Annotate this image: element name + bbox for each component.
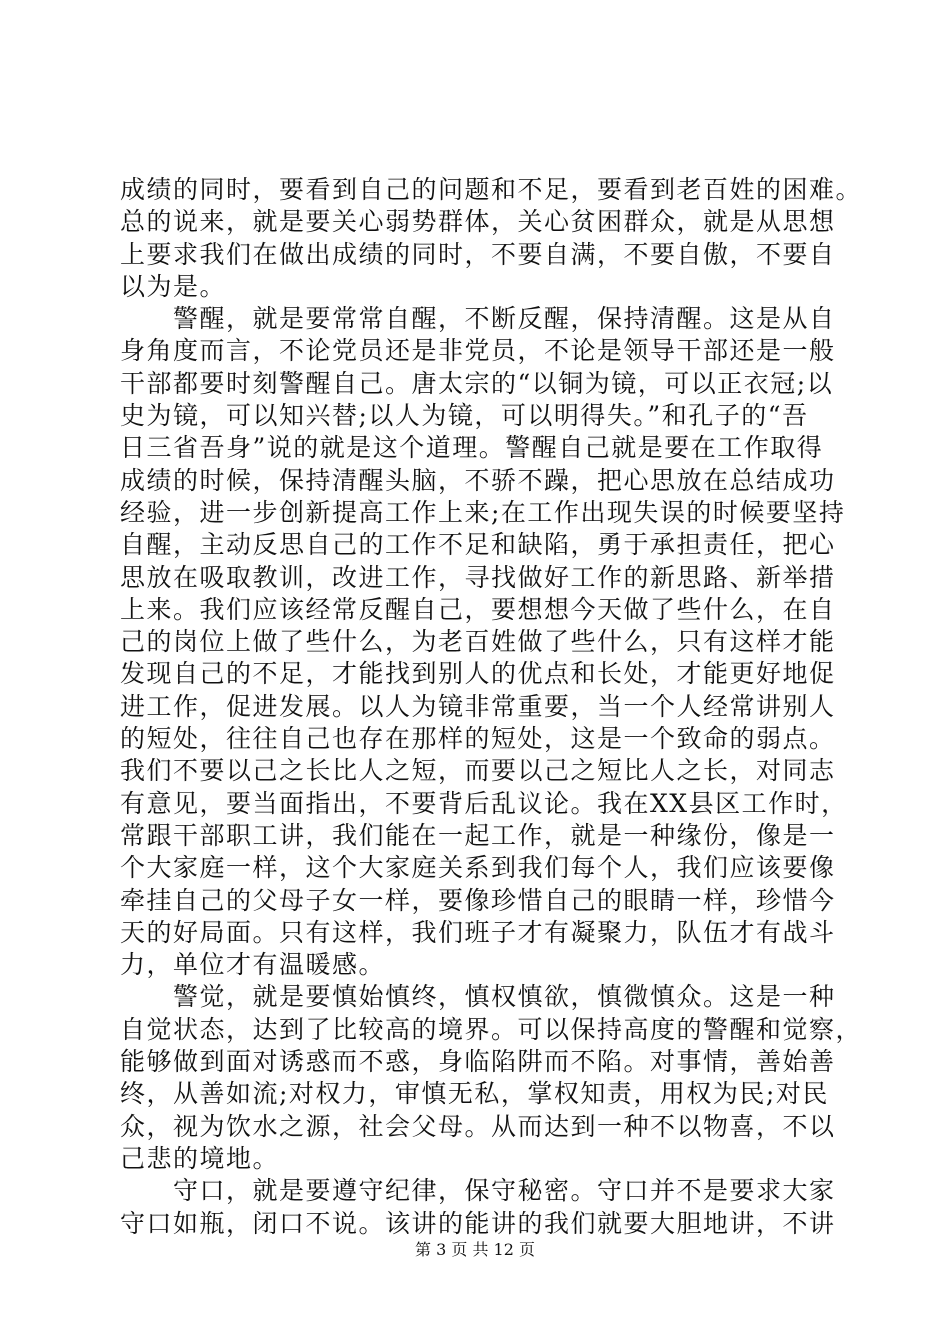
text-line: 经验，进一步创新提高工作上来;在工作出现失误的时候要坚持 <box>120 497 846 527</box>
text-line: 干部都要时刻警醒自己。唐太宗的“以铜为镜，可以正衣冠;以 <box>120 368 834 398</box>
text-line: 能够做到面对诱惑而不惑，身临陷阱而不陷。对事情，善始善 <box>120 1047 836 1077</box>
text-line: 警醒，就是要常常自醒，不断反醒，保持清醒。这是从自 <box>120 304 836 334</box>
text-line: 牵挂自己的父母子女一样，要像珍惜自己的眼睛一样，珍惜今 <box>120 885 836 915</box>
text-line: 守口如瓶，闭口不说。该讲的能讲的我们就要大胆地讲，不讲 <box>120 1208 836 1238</box>
text-line: 日三省吾身”说的就是这个道理。警醒自己就是要在工作取得 <box>120 433 824 463</box>
text-line: 自醒，主动反思自己的工作不足和缺陷，勇于承担责任，把心 <box>120 530 836 560</box>
text-line: 发现自己的不足，才能找到别人的优点和长处，才能更好地促 <box>120 659 836 689</box>
text-line: 上要求我们在做出成绩的同时，不要自满，不要自傲，不要自 <box>120 239 836 269</box>
text-line: 总的说来，就是要关心弱势群体，关心贫困群众，就是从思想 <box>120 207 836 237</box>
text-line: 常跟干部职工讲，我们能在一起工作，就是一种缘份，像是一 <box>120 820 836 850</box>
text-line: 有意见，要当面指出，不要背后乱议论。我在XX县区工作时， <box>120 788 848 818</box>
text-line: 史为镜，可以知兴替;以人为镜，可以明得失。”和孔子的“吾 <box>120 401 809 431</box>
text-line: 警觉，就是要慎始慎终，慎权慎欲，慎微慎众。这是一种 <box>120 982 836 1012</box>
text-line: 己悲的境地。 <box>120 1143 280 1173</box>
page-number: 第 3 页 共 12 页 <box>415 1240 535 1259</box>
text-line: 守口，就是要遵守纪律，保守秘密。守口并不是要求大家 <box>120 1176 836 1206</box>
text-line: 己的岗位上做了些什么，为老百姓做了些什么，只有这样才能 <box>120 627 836 657</box>
text-line: 思放在吸取教训，改进工作，寻找做好工作的新思路、新举措 <box>120 562 836 592</box>
text-line: 自觉状态，达到了比较高的境界。可以保持高度的警醒和觉察， <box>120 1014 863 1044</box>
text-line: 以为是。 <box>120 271 227 301</box>
text-line: 身角度而言，不论党员还是非党员，不论是领导干部还是一般 <box>120 336 836 366</box>
text-line: 成绩的同时，要看到自己的问题和不足，要看到老百姓的困难。 <box>120 175 863 204</box>
text-line: 力，单位才有温暖感。 <box>120 950 386 980</box>
text-line: 成绩的时候，保持清醒头脑，不骄不躁，把心思放在总结成功 <box>120 465 836 495</box>
text-line: 终，从善如流;对权力，审慎无私，掌权知责，用权为民;对民 <box>120 1079 829 1109</box>
text-line: 我们不要以己之长比人之短，而要以己之短比人之长，对同志 <box>120 756 836 786</box>
text-line: 上来。我们应该经常反醒自己，要想想今天做了些什么，在自 <box>120 594 836 624</box>
text-line: 进工作，促进发展。以人为镜非常重要，当一个人经常讲别人 <box>120 691 836 721</box>
text-line: 众，视为饮水之源，社会父母。从而达到一种不以物喜，不以 <box>120 1111 836 1141</box>
text-line: 天的好局面。只有这样，我们班子才有凝聚力，队伍才有战斗 <box>120 917 836 947</box>
text-line: 的短处，往往自己也存在那样的短处，这是一个致命的弱点。 <box>120 724 836 754</box>
body-text <box>120 174 863 1240</box>
text-line: 个大家庭一样，这个大家庭关系到我们每个人，我们应该要像 <box>120 853 836 883</box>
